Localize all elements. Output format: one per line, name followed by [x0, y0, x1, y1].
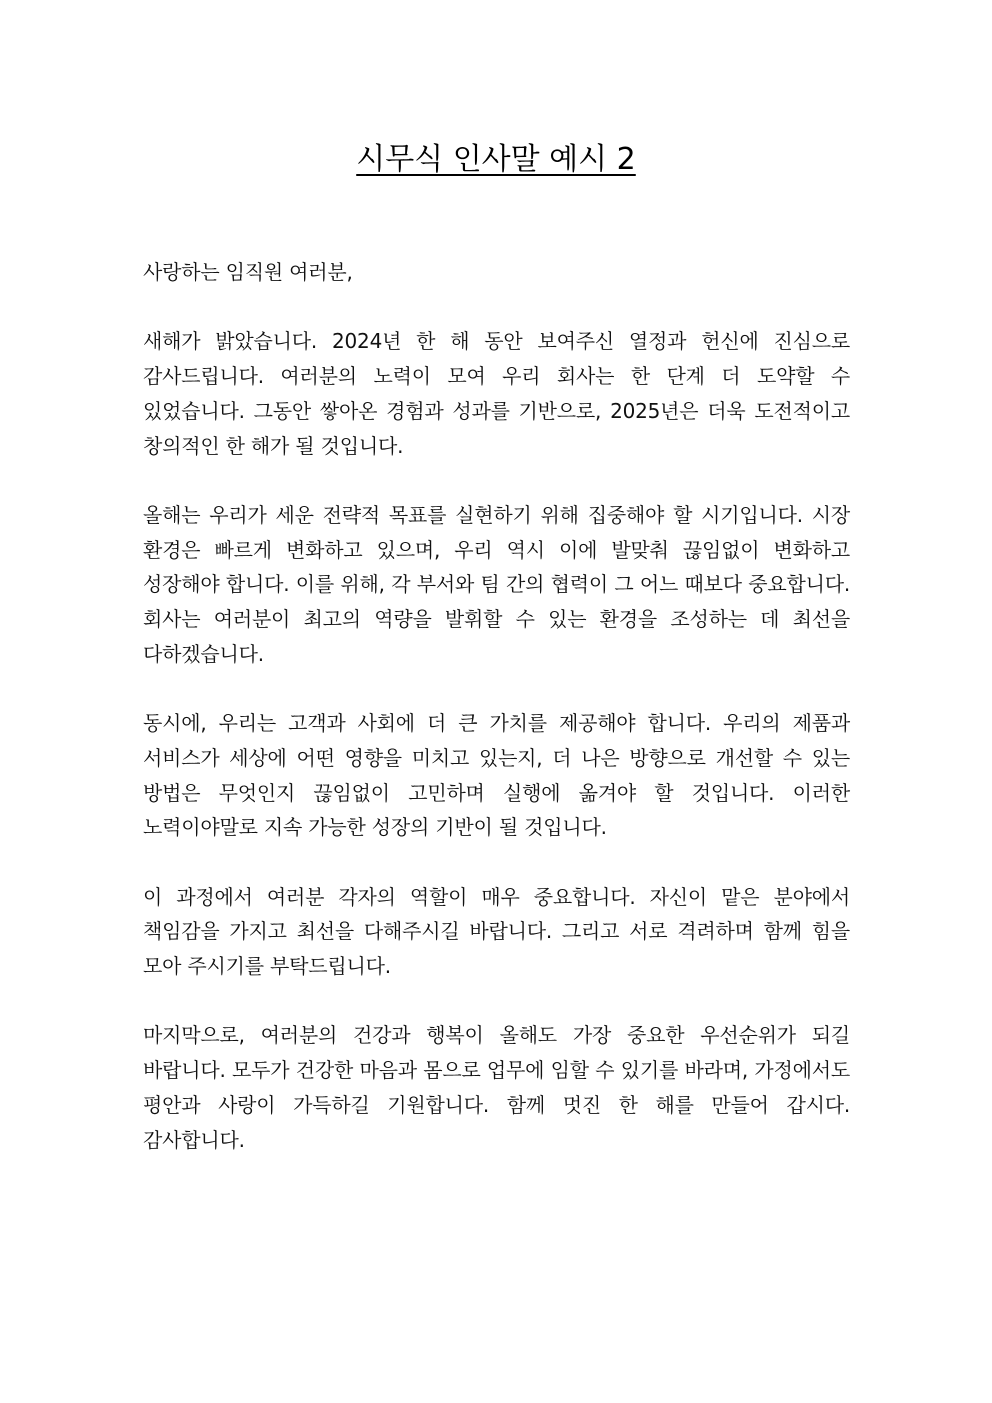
- paragraph-4: 이 과정에서 여러분 각자의 역할이 매우 중요합니다. 자신이 맡은 분야에서 책임감을 가지고 최선을 다해주시길 바랍니다. 그리고 서로 격려하며 함께 힘을 모아 주시기를 부탁드립니다.: [143, 884, 850, 978]
- document-title-text: 시무식 인사말 예시 2: [356, 142, 636, 177]
- paragraph-5: 마지막으로, 여러분의 건강과 행복이 올해도 가장 중요한 우선순위가 되길 바랍니다. 모두가 건강한 마음과 몸으로 업무에 임할 수 있기를 바라며, 가정에서도 평안과 사랑이 가득하길 기원합니다. 함께 멋진 한 해를 만들어 갑시다. 감사합니다.: [143, 1023, 850, 1152]
- paragraph-3: 동시에, 우리는 고객과 사회에 더 큰 가치를 제공해야 합니다. 우리의 제품과 서비스가 세상에 어떤 영향을 미치고 있는지, 더 나은 방향으로 개선할 수 있는 방법은 무엇인지 끊임없이 고민하며 실행에 옮겨야 할 것입니다. 이러한 노력이야말로 지속 가능한 성장의 기반이 될 것입니다.: [143, 711, 850, 840]
- greeting-line: 사랑하는 임직원 여러분,: [143, 260, 353, 284]
- document-body: [143, 255, 850, 1192]
- document-title: [0, 140, 992, 180]
- paragraph-1: 새해가 밝았습니다. 2024년 한 해 동안 보여주신 열정과 헌신에 진심으로 감사드립니다. 여러분의 노력이 모여 우리 회사는 한 단계 더 도약할 수 있었습니다. 그동안 쌓아온 경험과 성과를 기반으로, 2025년은 더욱 도전적이고 창의적인 한 해가 될 것입니다.: [143, 329, 850, 458]
- paragraph-2: 올해는 우리가 세운 전략적 목표를 실현하기 위해 집중해야 할 시기입니다. 시장 환경은 빠르게 변화하고 있으며, 우리 역시 이에 발맞춰 끊임없이 변화하고 성장해야 합니다. 이를 위해, 각 부서와 팀 간의 협력이 그 어느 때보다 중요합니다. 회사는 여러분이 최고의 역량을 발휘할 수 있는 환경을 조성하는 데 최선을 다하겠습니다.: [143, 502, 850, 666]
